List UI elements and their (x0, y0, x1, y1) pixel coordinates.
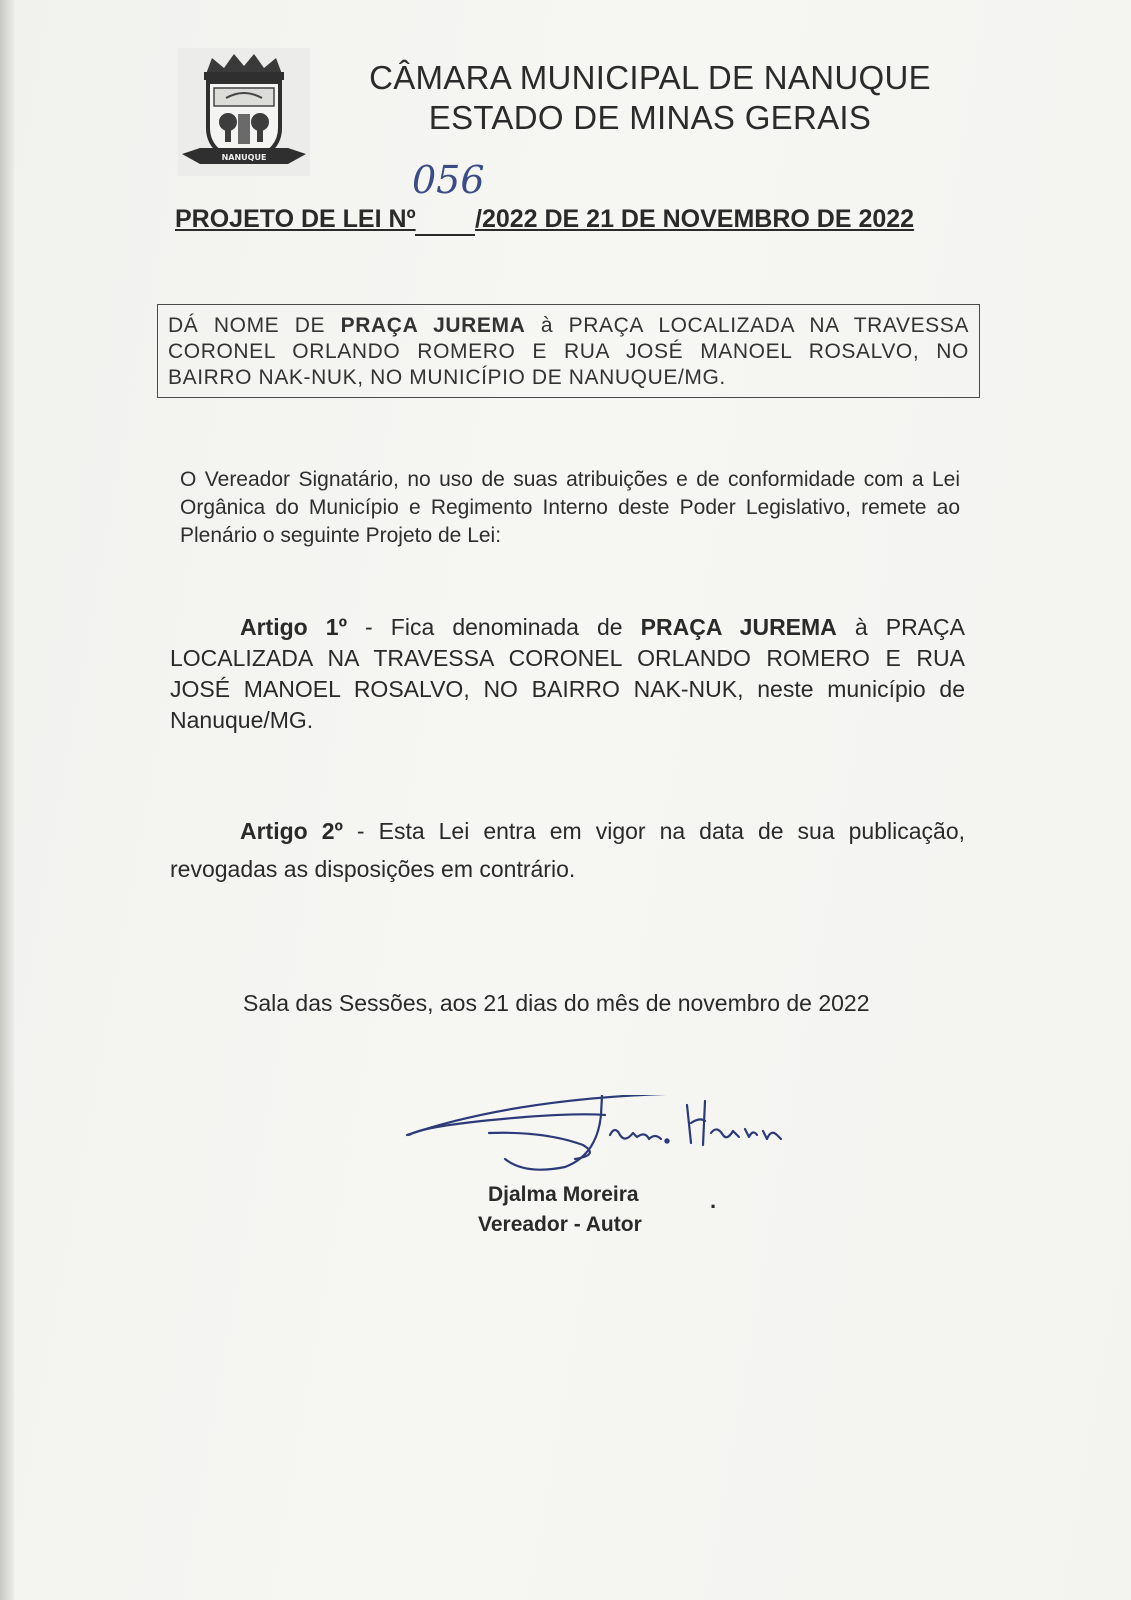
signer-name: Djalma Moreira (488, 1183, 639, 1206)
handwritten-number: 056 (412, 158, 485, 202)
article-1-bold: PRAÇA JUREMA (640, 614, 837, 640)
signer-role: Vereador - Autor (478, 1213, 642, 1236)
bill-title-label: PROJETO DE LEI Nº (175, 205, 416, 233)
article-1-text-a: - Fica denominada de (346, 614, 641, 640)
article-1 (170, 612, 965, 736)
bill-number-blank (415, 234, 475, 236)
signer-block (478, 1180, 688, 1240)
article-1-text-b: à PRAÇA LOCALIZADA NA TRAVESSA CORONEL ORLANDO ROMERO E RUA JOSÉ MANOEL ROSALVO, NO BAIRRO NAK-NUK, neste município de Nanuque/MG. (170, 614, 965, 733)
session-date-line: Sala das Sessões, aos 21 dias do mês de novembro de 2022 (243, 990, 870, 1016)
article-1-label: Artigo 1º (240, 614, 347, 640)
article-2-text: - Esta Lei entra em vigor na data de sua publicação, revogadas as disposições em contrário. (170, 818, 966, 882)
summary-prefix: DÁ NOME DE (168, 314, 326, 337)
bill-summary-box (157, 304, 980, 398)
institution-header (300, 58, 1000, 138)
summary-bold-name: PRAÇA JUREMA (340, 314, 526, 337)
article-2 (170, 812, 965, 888)
intro-paragraph: O Vereador Signatário, no uso de suas atribuições e de conformidade com a Lei Orgânica do Município e Regimento Interno deste Poder Legislativo, remete ao Plenário o seguinte Projeto de Lei: (180, 468, 960, 547)
bill-title-date: /2022 DE 21 DE NOVEMBRO DE 2022 (475, 205, 915, 233)
header-line-2: ESTADO DE MINAS GERAIS (428, 99, 872, 136)
header-line-1: CÂMARA MUNICIPAL DE NANUQUE (369, 59, 931, 96)
stray-mark: . (710, 1188, 717, 1213)
article-2-label: Artigo 2º (240, 818, 343, 844)
municipal-crest-logo (178, 48, 310, 176)
summary-rest: à PRAÇA LOCALIZADA NA TRAVESSA CORONEL ORLANDO ROMERO E RUA JOSÉ MANOEL ROSALVO, NO BAIRRO NAK-NUK, NO MUNICÍPIO DE NANUQUE/MG. (168, 314, 970, 389)
page-edge-shadow (0, 0, 14, 1600)
crest-ribbon-text: NANUQUE (221, 153, 267, 162)
